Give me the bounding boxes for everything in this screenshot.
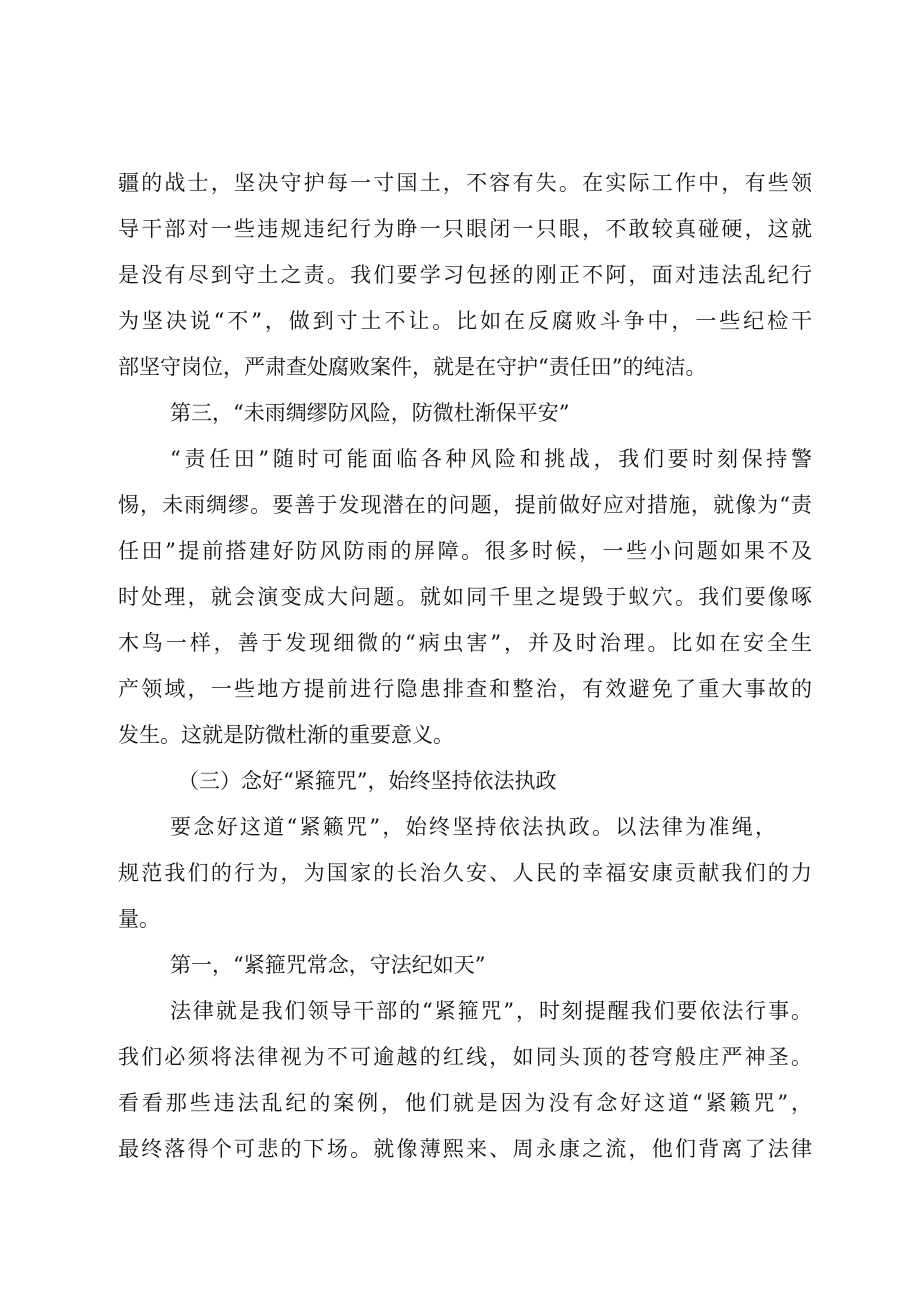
paragraph-line: 为坚决说“不”，做到寸土不让。比如在反腐败斗争中，一些纪检干 <box>118 309 812 333</box>
paragraph-line: 木鸟一样，善于发现细微的“病虫害”，并及时治理。比如在安全生 <box>118 631 812 655</box>
paragraph-line: 发生。这就是防微杜渐的重要意义。 <box>118 723 454 747</box>
paragraph-line: 导干部对一些违规违纪行为睁一只眼闭一只眼，不敢较真碰硬，这就 <box>118 217 812 241</box>
paragraph-line: 我们必须将法律视为不可逾越的红线，如同头顶的苍穹般庄严神圣。 <box>118 1045 812 1069</box>
paragraph-line: 要念好这道“紧籁咒”，始终坚持依法执政。以法律为准绳， <box>170 815 776 839</box>
section-heading: 第一，“紧箍咒常念，守法纪如天” <box>170 953 486 977</box>
section-heading: （三）念好“紧箍咒”，始终坚持依法执政 <box>178 769 557 793</box>
paragraph-line: 产领域，一些地方提前进行隐患排查和整治，有效避免了重大事故的 <box>118 677 812 701</box>
paragraph-line: 部坚守岗位，严肃查处腐败案件，就是在守护“责任田”的纯洁。 <box>118 355 707 379</box>
paragraph-line: 是没有尽到守土之责。我们要学习包拯的刚正不阿，面对违法乱纪行 <box>118 263 812 287</box>
paragraph-line: 规范我们的行为，为国家的长治久安、人民的幸福安康贡献我们的力 <box>118 861 812 885</box>
paragraph-line: 最终落得个可悲的下场。就像薄熙来、周永康之流，他们背离了法律 <box>118 1137 812 1161</box>
paragraph-line: 法律就是我们领导干部的“紧箍咒”，时刻提醒我们要依法行事。 <box>170 999 812 1023</box>
paragraph-line: 量。 <box>118 907 160 931</box>
paragraph-line: “责任田”随时可能面临各种风险和挑战，我们要时刻保持警 <box>170 447 812 471</box>
section-heading: 第三，“未雨绸缪防风险，防微杜渐保平安” <box>170 401 570 425</box>
paragraph-line: 时处理，就会演变成大问题。就如同千里之堤毁于蚁穴。我们要像啄 <box>118 585 812 609</box>
paragraph-line: 疆的战士，坚决守护每一寸国土，不容有失。在实际工作中，有些领 <box>118 171 812 195</box>
paragraph-line: 任田”提前搭建好防风防雨的屏障。很多时候，一些小问题如果不及 <box>118 539 812 563</box>
paragraph-line: 惕，未雨绸缪。要善于发现潜在的问题，提前做好应对措施，就像为“责 <box>118 493 812 517</box>
paragraph-line: 看看那些违法乱纪的案例，他们就是因为没有念好这道“紧籁咒”， <box>118 1091 812 1115</box>
